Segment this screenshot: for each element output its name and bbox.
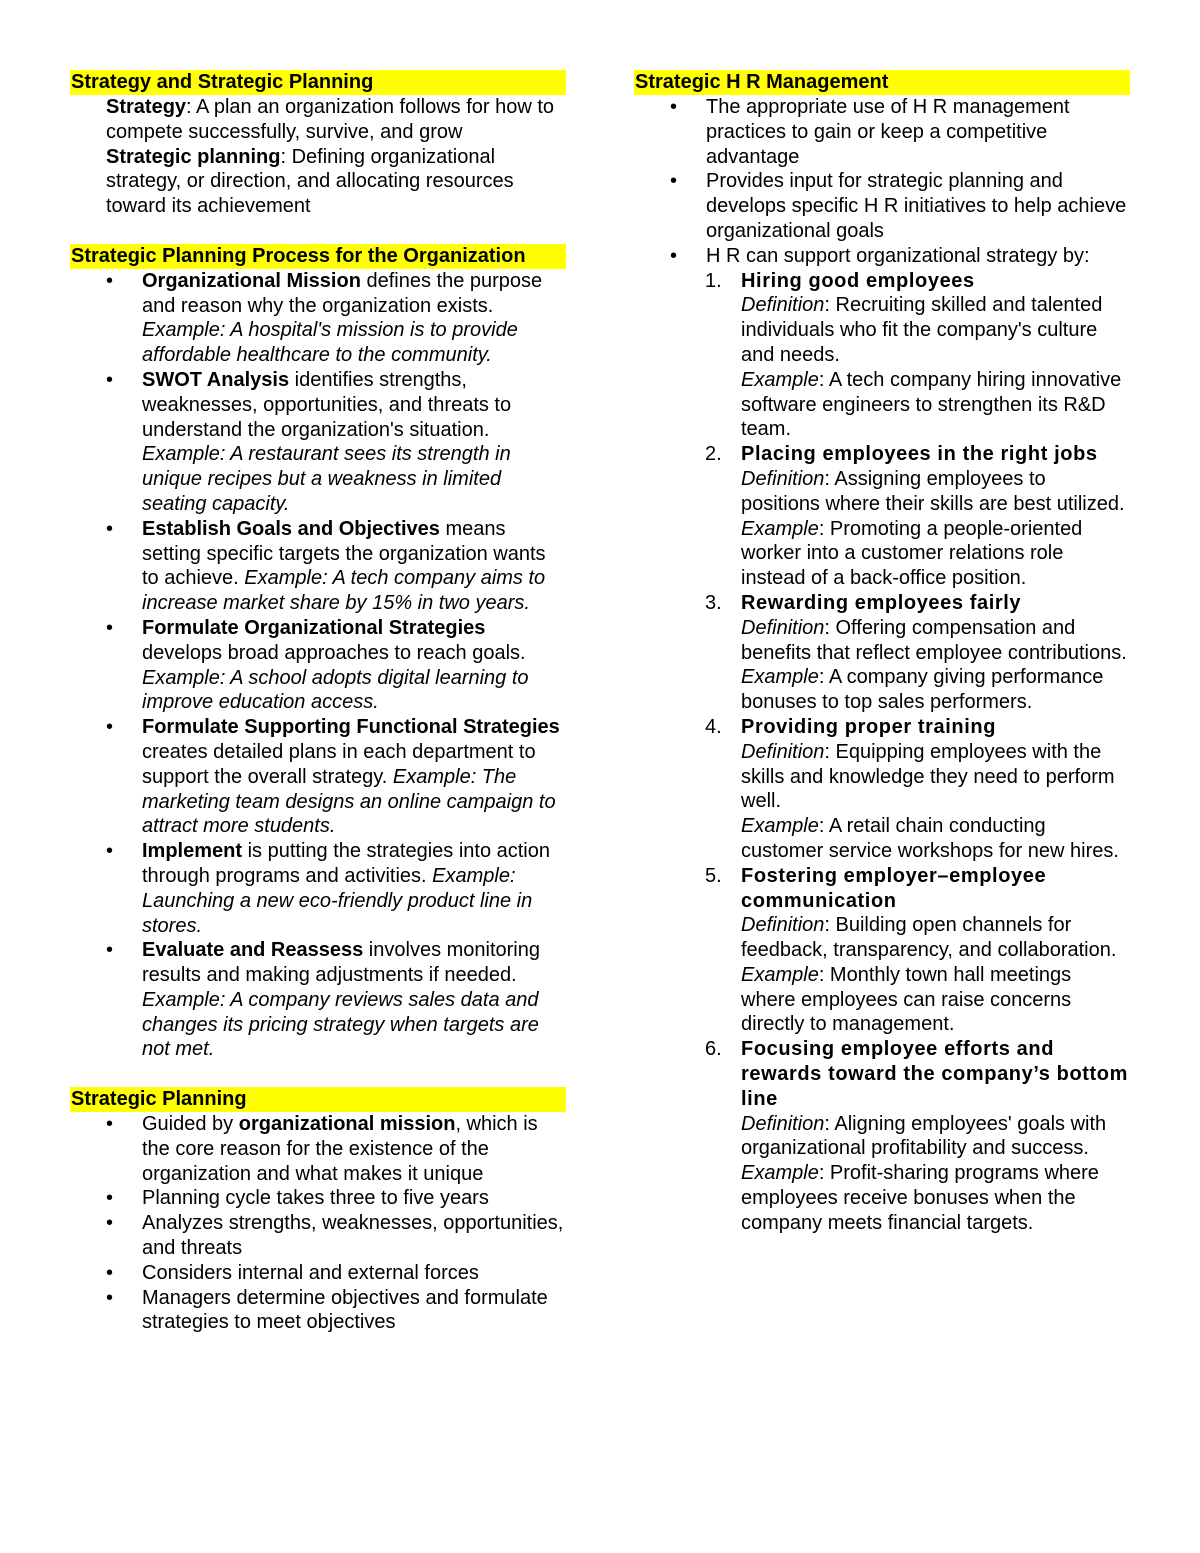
item-text: identifies strengths, weaknesses, opportunities, and threats to understand the organization's situation. <box>142 368 512 441</box>
item-number: 1. <box>705 269 722 292</box>
strategic-planning-term: Strategic planning <box>106 145 281 168</box>
definition-label: Definition <box>741 616 825 639</box>
item-title: Placing employees in the right jobs <box>741 443 1098 466</box>
hr-support-list <box>634 269 1130 1236</box>
list-item: • Considers internal and external forces <box>70 1261 566 1286</box>
list-item <box>70 616 566 715</box>
item-term: Organizational Mission <box>142 269 361 292</box>
item-title: Providing proper training <box>741 715 997 738</box>
list-item: • Analyzes strengths, weaknesses, opportunities, and threats <box>70 1211 566 1261</box>
item-number: 6. <box>705 1038 722 1061</box>
section-heading-planning-process: Strategic Planning Process for the Organization <box>70 244 566 269</box>
numbered-item <box>634 715 1130 864</box>
item-title: Hiring good employees <box>741 269 975 292</box>
item-example: Example: A tech company aims to increase market share by 15% in two years. <box>142 567 546 615</box>
strategic-planning-definition <box>70 145 566 219</box>
numbered-item <box>634 591 1130 715</box>
item-number: 3. <box>705 591 722 614</box>
definition-text: : Aligning employees' goals with organizational profitability and success. <box>741 1112 1107 1160</box>
definition-label: Definition <box>741 294 825 317</box>
item-text: involves monitoring results and making adjustments if needed. <box>142 939 540 987</box>
strategic-planning-text: : Defining organizational strategy, or direction, and allocating resources toward its achievement <box>106 145 514 218</box>
example-text: : A tech company hiring innovative software engineers to strengthen its R&D team. <box>741 368 1122 441</box>
strategy-term: Strategy <box>106 96 187 118</box>
item-title: Rewarding employees fairly <box>741 591 1022 614</box>
item-definition <box>741 913 1130 963</box>
example-label: Example <box>741 963 819 986</box>
strategic-hr-list <box>634 95 1130 269</box>
numbered-item <box>634 864 1130 1038</box>
item-number: 2. <box>705 443 722 466</box>
item-definition <box>741 740 1130 814</box>
item-term: Establish Goals and Objectives <box>142 517 440 540</box>
item-term: organizational mission <box>238 1113 456 1136</box>
definition-label: Definition <box>741 914 825 937</box>
item-title: Focusing employee efforts and rewards toward the company’s bottom line <box>741 1038 1128 1110</box>
numbered-item <box>634 442 1130 591</box>
list-item <box>70 368 566 517</box>
item-example: Example: Launching a new eco-friendly product line in stores. <box>142 864 533 937</box>
item-example: Example: A restaurant sees its strength in unique recipes but a weakness in limited seating capacity. <box>142 443 511 515</box>
list-item <box>70 715 566 839</box>
example-label: Example <box>741 368 819 391</box>
definition-text: : Assigning employees to positions where their skills are best utilized. <box>741 467 1125 515</box>
item-term: Evaluate and Reassess <box>142 939 364 962</box>
section-heading-strategic-planning: Strategic Planning <box>70 1087 566 1112</box>
list-item <box>70 517 566 616</box>
right-column <box>634 70 1130 1236</box>
definition-text: : Offering compensation and benefits that reflect employee contributions. <box>741 616 1127 664</box>
list-item <box>70 839 566 938</box>
definition-text: : Recruiting skilled and talented individuals who fit the company's culture and needs. <box>741 294 1103 366</box>
item-text: creates detailed plans in each department to support the overall strategy. <box>142 740 536 788</box>
item-term: Formulate Organizational Strategies <box>142 616 486 639</box>
list-item <box>70 1112 566 1186</box>
example-label: Example <box>741 815 819 838</box>
definition-label: Definition <box>741 1112 825 1135</box>
item-text: is putting the strategies into action through programs and activities. <box>142 840 550 887</box>
definition-label: Definition <box>741 467 825 490</box>
left-column <box>70 70 566 1335</box>
strategy-definition <box>70 95 566 145</box>
item-text: defines the purpose and reason why the organization exists. <box>142 269 543 317</box>
item-term: Formulate Supporting Functional Strategies <box>142 716 560 739</box>
example-text: : A company giving performance bonuses to top sales performers. <box>741 666 1104 714</box>
list-item <box>70 269 566 368</box>
numbered-item <box>634 269 1130 443</box>
item-term: SWOT Analysis <box>142 368 290 391</box>
item-example <box>741 368 1130 442</box>
example-label: Example <box>741 1162 819 1185</box>
example-label: Example <box>741 517 819 540</box>
item-example: Example: A company reviews sales data and changes its pricing strategy when targets are not met. <box>142 988 539 1061</box>
list-item: • Managers determine objectives and formulate strategies to meet objectives <box>70 1286 566 1336</box>
item-text: , which is the core reason for the existence of the organization and what makes it unique <box>142 1113 538 1185</box>
example-label: Example <box>741 666 819 689</box>
definition-text: : Equipping employees with the skills and knowledge they need to perform well. <box>741 740 1115 813</box>
item-text: Guided by <box>142 1113 239 1136</box>
strategic-planning-list <box>70 1112 566 1335</box>
item-number: 5. <box>705 864 722 887</box>
item-term: Implement <box>142 840 243 863</box>
item-example: Example: The marketing team designs an online campaign to attract more students. <box>142 765 556 838</box>
item-number: 4. <box>705 715 722 738</box>
item-definition <box>741 1112 1130 1162</box>
item-definition <box>741 467 1130 517</box>
item-definition <box>741 616 1130 666</box>
example-text: : Monthly town hall meetings where employees can raise concerns directly to management. <box>741 963 1072 1036</box>
list-item: • H R can support organizational strategy by: <box>634 244 1130 269</box>
strategy-text: : A plan an organization follows for how to compete successfully, survive, and grow <box>106 96 555 143</box>
item-definition <box>741 293 1130 367</box>
item-example <box>741 814 1130 864</box>
list-item <box>70 938 566 1062</box>
example-text: : Promoting a people-oriented worker into a customer relations role instead of a back-office position. <box>741 517 1083 590</box>
item-example: Example: A hospital's mission is to provide affordable healthcare to the community. <box>142 319 518 367</box>
definition-text: : Building open channels for feedback, transparency, and collaboration. <box>741 914 1117 962</box>
item-example: Example: A school adopts digital learning to improve education access. <box>142 666 529 714</box>
list-item: • The appropriate use of H R management practices to gain or keep a competitive advantage <box>634 95 1130 169</box>
example-text: : A retail chain conducting customer service workshops for new hires. <box>741 815 1119 862</box>
item-example <box>741 963 1130 1037</box>
numbered-item <box>634 1037 1130 1235</box>
item-example <box>741 517 1130 591</box>
definition-label: Definition <box>741 740 825 763</box>
item-text: means setting specific targets the organization wants to achieve. <box>142 517 546 590</box>
section-heading-strategic-hr: Strategic H R Management <box>634 70 1130 95</box>
example-text: : Profit-sharing programs where employees receive bonuses when the company meets financial targets. <box>741 1162 1099 1234</box>
item-example <box>741 665 1130 715</box>
item-title: Fostering employer–employee communication <box>741 864 1047 912</box>
list-item: • Planning cycle takes three to five years <box>70 1186 566 1211</box>
list-item: • Provides input for strategic planning and develops specific H R initiatives to help achieve organizational goals <box>634 169 1130 243</box>
section-heading-strategy: Strategy and Strategic Planning <box>70 70 566 95</box>
item-text: develops broad approaches to reach goals. <box>142 641 526 664</box>
planning-process-list <box>70 269 566 1063</box>
item-example <box>741 1161 1130 1235</box>
